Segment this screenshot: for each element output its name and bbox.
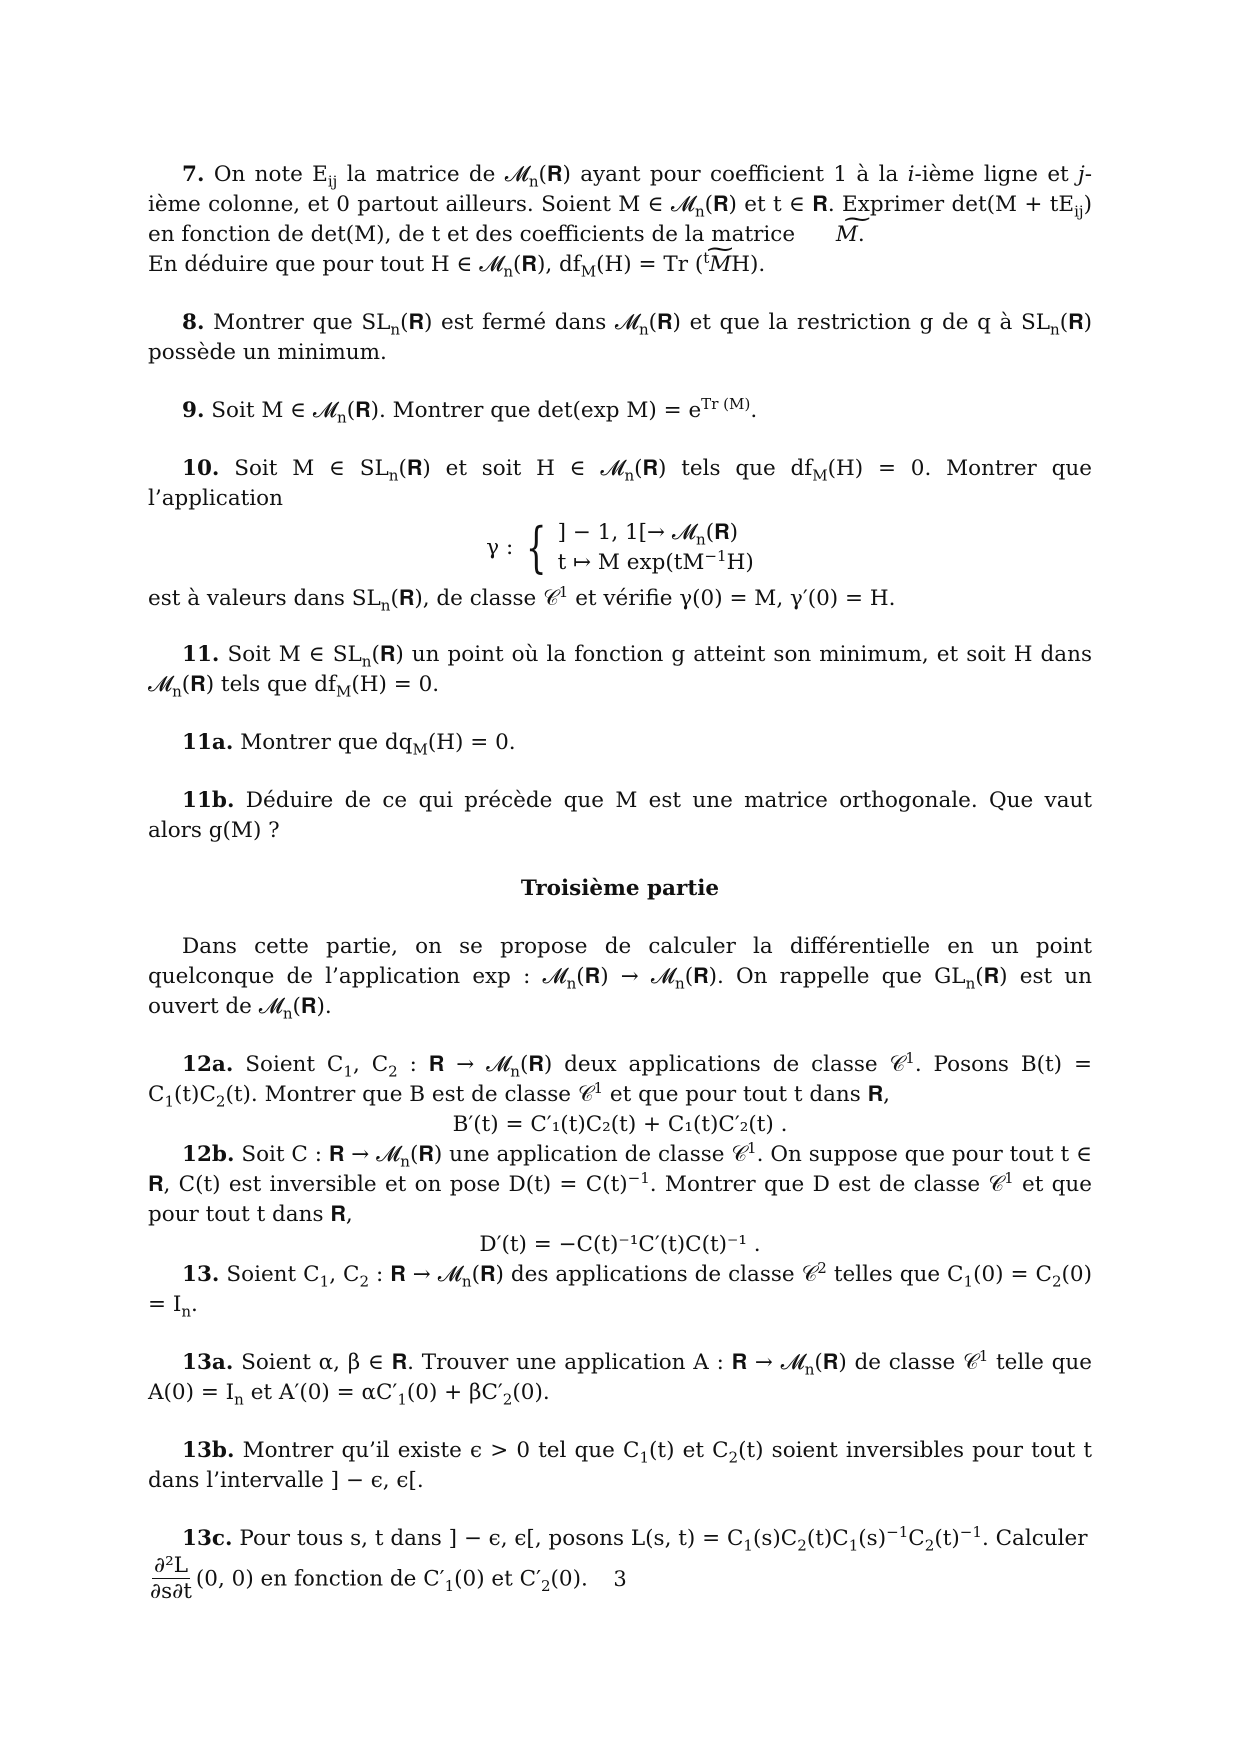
comatrix-symbol: ~ M [802,220,858,250]
question-11: 11. Soit M ∈ $SL_n(𝐑)$ un point où la fonction g atteint son minimum, et soit H dans 𝓜$_n$(𝐑) tels que $df_M(H) = 0$. [148,642,1092,701]
gamma-row-map: t ↦ M $\exp(tM^{-1}H)$ [557,546,754,575]
question-11b: 11b. Déduire de ce qui précède que M est une matrice orthogonale. Que vaut alors g(M) ? [148,788,1092,843]
question-11a: 11a. Montrer que $dq_M(H) = 0$. [182,730,516,759]
question-12a: 12a. Soient $C_1$, $C_2$ : 𝐑 → 𝓜$_n$(𝐑) deux applications de classe 𝒞$^1$. Posons $B(t) = C_1(t)C_2(t)$. Montrer que B est de classe 𝒞$^1$ et que pour tout t dans 𝐑, [148,1048,1092,1111]
question-9: 9. Soit M ∈ 𝓜$_n$(𝐑). Montrer que det(exp $M) = e^{Tr (M)}$. [182,394,758,427]
left-brace: { [526,516,547,579]
partial-derivative-fraction: $\frac{\text{∂²L}}{\partial s\partial t}$ [150,1553,192,1604]
page-number: 3 [613,1567,627,1591]
question-number: 7. [182,162,205,187]
question-7: 7. On note $E_{ij}$ la matrice de 𝓜$_n$(𝐑) ayant pour coefficient 1 à la i-ième ligne et j-ième colonne, et 0 partout ailleurs. Soient M ∈ 𝓜$_n$(𝐑) et t ∈ 𝐑. Exprimer $\det(M + tE_{ij})$ en fonction de det(M), de t et des coefficients de la matrice ~ M. [148,160,1092,250]
part-title: Troisième partie [520,876,720,901]
question-13c-continuation: $\frac{\text{∂²L}}{\partial s\partial t}$ (0, 0) en fonction de $C'_1(0)$ et $C'_2(0)$. [150,1553,588,1604]
product-rule-formula: B′(t) = C′₁(t)C₂(t) + C₁(t)C′₂(t) . [452,1112,788,1137]
gamma-row-domain: ] − 1, 1[→ 𝓜$_n$(𝐑) [557,520,738,549]
question-8: 8. Montrer que $SL_n(𝐑)$ est fermé dans 𝓜$_n$(𝐑) et que la restriction g de q à $SL_n(𝐑)$ possède un minimum. [148,310,1092,365]
question-10-continuation: est à valeurs dans $SL_n(𝐑)$, de classe 𝒞$^1$ et vérifie γ(0) = M, γ′(0) = H. [148,582,896,615]
question-10: 10. Soit M ∈ $SL_n(𝐑)$ et soit H ∈ 𝓜$_n$(𝐑) tels que $df_M(H) = 0$. Montrer que l’application [148,456,1092,511]
gamma-definition: γ : { ] − 1, 1[→ 𝓜$_n$(𝐑) t ↦ M $\exp(tM^{-1}H)$ [486,516,754,579]
part-intro: Dans cette partie, on se propose de calculer la différentielle en un point quelconque de l’application exp : 𝓜$_n$(𝐑) → 𝓜$_n$(𝐑). On rappelle que $GL_n(𝐑)$ est un ouvert de 𝓜$_n$(𝐑). [148,934,1092,1023]
question-7-deduction: En déduire que pour tout H ∈ 𝓜$_n$(𝐑), $df_M(H) = Tr$ ($^t$~ MH). [148,250,1092,280]
document-body [148,160,1092,1605]
question-12b: 12b. Soit C : 𝐑 → 𝓜$_n$(𝐑) une application de classe 𝒞$^1$. On suppose que pour tout t ∈ 𝐑, C(t) est inversible et on pose $D(t) = C(t)^{-1}$. Montrer que D est de classe 𝒞$^1$ et que pour tout t dans 𝐑, [148,1138,1092,1227]
question-13c: 13c. Pour tous s, t dans ] − ϵ, ϵ[, posons L(s, $t) = C_1(s)C_2(t)C_1(s)^{-1}C_2(t)^{-1}$. Calculer [182,1522,1088,1555]
inverse-derivative-formula: D′(t) = −C(t)⁻¹C′(t)C(t)⁻¹ . [479,1232,761,1257]
question-13a: 13a. Soient α, β ∈ 𝐑. Trouver une application A : 𝐑 → 𝓜$_n$(𝐑) de classe 𝒞$^1$ telle que $A(0) = I_n$ et $A'(0) = \alpha C'_1(0) + \beta C'_2(0)$. [148,1346,1092,1409]
question-13b: 13b. Montrer qu’il existe ϵ > 0 tel que $C_1(t)$ et $C_2(t)$ soient inversibles pour tout t dans l’intervalle ] − ϵ, ϵ[. [148,1438,1092,1493]
question-13: 13. Soient $C_1$, $C_2$ : 𝐑 → 𝓜$_n$(𝐑) des applications de classe 𝒞$^2$ telles que $C_1(0) = C_2(0) = I_n$. [148,1258,1093,1321]
